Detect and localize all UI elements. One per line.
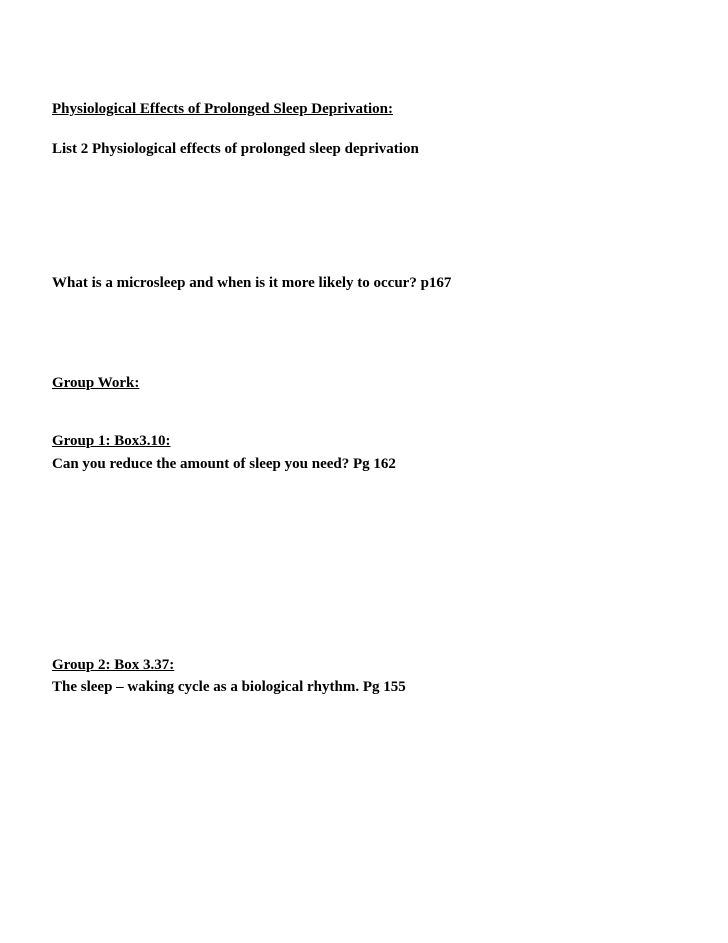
group-2-prompt: The sleep – waking cycle as a biological rhythm. Pg 155 — [52, 679, 406, 695]
group-1-prompt: Can you reduce the amount of sleep you need? Pg 162 — [52, 456, 396, 472]
question-physiological-effects: List 2 Physiological effects of prolonged sleep deprivation — [52, 141, 419, 157]
group-1-heading: Group 1: Box3.10: — [52, 433, 171, 449]
question-microsleep: What is a microsleep and when is it more likely to occur? p167 — [52, 275, 452, 291]
group-work-heading: Group Work: — [52, 375, 140, 391]
section-heading: Physiological Effects of Prolonged Sleep Deprivation: — [52, 101, 393, 117]
group-2-heading: Group 2: Box 3.37: — [52, 657, 175, 673]
